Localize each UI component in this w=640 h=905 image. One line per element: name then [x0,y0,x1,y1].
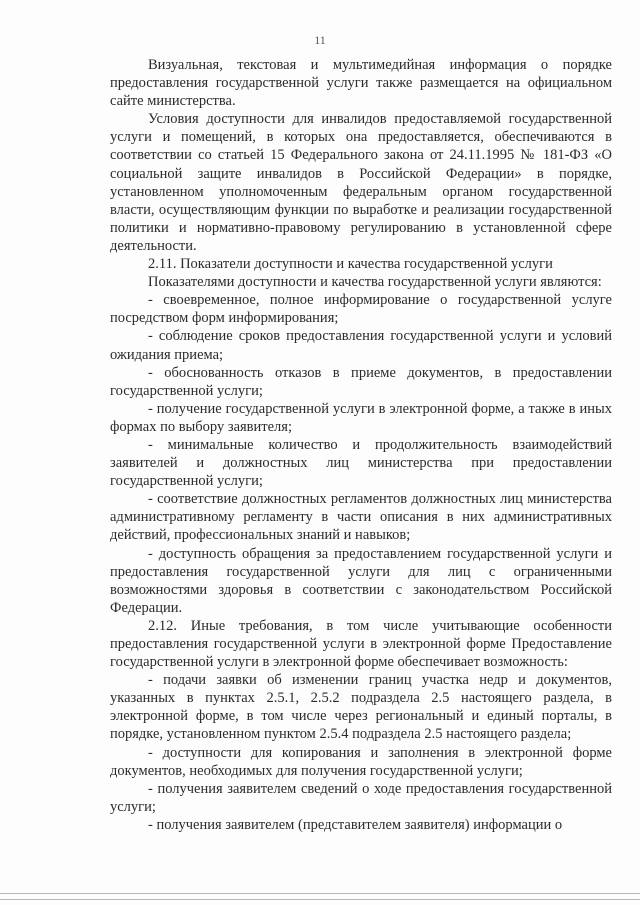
list-item: - получения заявителем (представителем заявителя) информации о [148,816,563,833]
list-item: - получение государственной услуги в электронной форме, а также в иных формах по выбору заявителя; [110,400,612,435]
section-heading: 2.12. Иные требования, в том числе учитывающие особенности предоставления государственной услуги в электронной форме Предоставление государственной услуги в электронной форме обеспечивает возможность: [110,617,612,671]
paragraph: Показателями доступности и качества государственной услуги являются: [148,274,602,291]
list-item: - обоснованность отказов в приеме документов, в предоставлении государственной услуги; [110,364,612,399]
list-item: - минимальные количество и продолжительность взаимодействий заявителей и должностных лиц министерства при предоставлении государственной услуги; [110,436,612,490]
document-body [110,56,612,834]
scan-edge-line [0,893,640,894]
scan-edge-line [0,899,640,900]
list-item: - соответствие должностных регламентов должностных лиц министерства административному регламенту в части описания в них административных действий, профессиональных знаний и навыков; [110,491,612,544]
list-item: - своевременное, полное информирование о государственной услуге посредством форм информирования; [110,292,612,327]
paragraph: Условия доступности для инвалидов предоставляемой государственной услуги и помещений, в которых она предоставляется, обеспечиваются в соответствии со статьей 15 Федерального закона от 24.11.1995 № 181-ФЗ «О социальной защите инвалидов в Российской Федерации» в порядке, установленном уполномоченным федеральным органом государственной власти, осуществляющим функции по выработке и реализации государственной политики и нормативно-правовому регулированию в установленной сфере деятельности. [110,111,612,254]
list-item: - соблюдение сроков предоставления государственной услуги и условий ожидания приема; [110,328,612,363]
section-heading: 2.11. Показатели доступности и качества государственной услуги [148,256,553,273]
list-item: - доступность обращения за предоставлением государственной услуги и предоставления государственной услуги для лиц с ограниченными возможностями здоровья в соответствии с законодательством Российской Федерации. [110,545,612,616]
list-item: - получения заявителем сведений о ходе предоставления государственной услуги; [110,780,612,815]
list-item: - подачи заявки об изменении границ участка недр и документов, указанных в пунктах 2.5.1, 2.5.2 подраздела 2.5 настоящего раздела, в электронной форме, в том числе через региональный и единый порталы, в порядке, установленном пунктом 2.5.4 подраздела 2.5 настоящего раздела; [110,672,612,743]
list-item: - доступности для копирования и заполнения в электронной форме документов, необходимых для получения государственной услуги; [110,744,612,779]
page-number: 11 [314,33,326,47]
paragraph: Визуальная, текстовая и мультимедийная информация о порядке предоставления государственной услуги также размещается на официальном сайте министерства. [110,57,612,110]
